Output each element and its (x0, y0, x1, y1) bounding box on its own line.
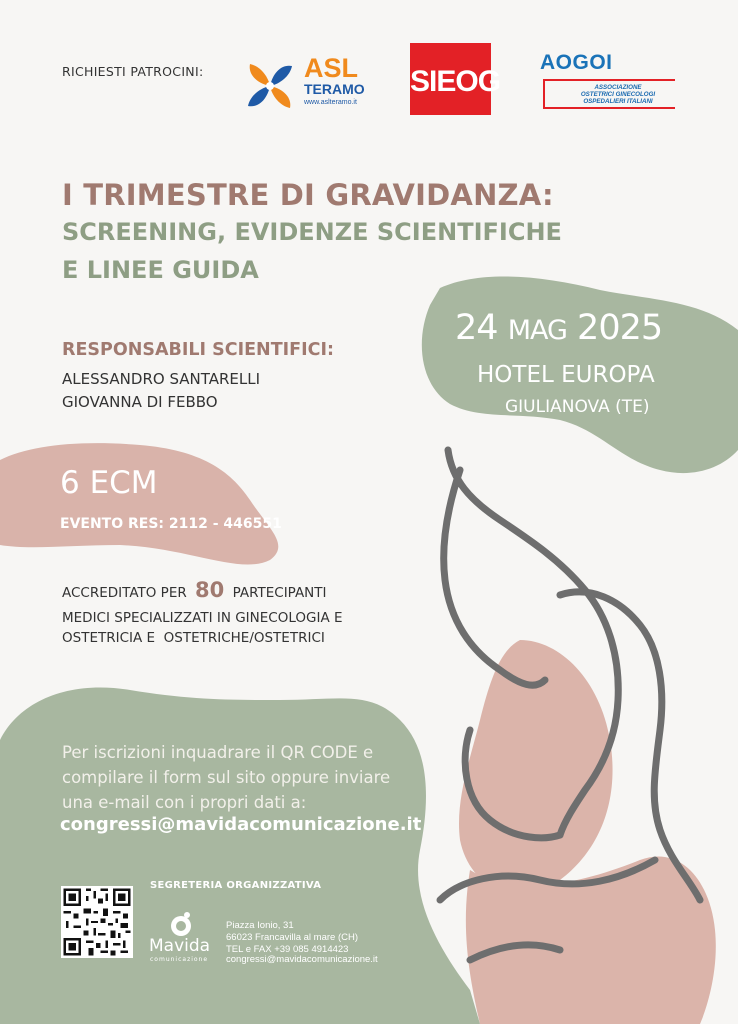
mavida-brand-sub: comunicazione (150, 956, 209, 963)
aogoi-title: AOGOI (540, 51, 613, 74)
event-date (455, 308, 662, 348)
mavida-brand: Mavida (149, 936, 211, 956)
asl-subtitle: TERAMO (304, 81, 365, 97)
asl-title: ASL (304, 53, 358, 83)
phone-line: TEL e FAX +39 085 4914423 (226, 944, 349, 955)
registration-text-line: compilare il form sul sito oppure inviare (62, 768, 391, 787)
mavida-logo-icon (168, 910, 194, 938)
aogoi-subtitle-line: OSPEDALIERI ITALIANI (583, 98, 653, 105)
responsabile-name: ALESSANDRO SANTARELLI (62, 370, 261, 388)
asl-url: www.aslteramo.it (304, 99, 357, 106)
event-year: 2025 (577, 308, 663, 348)
belly-shape (459, 640, 613, 894)
ecm-credits: 6 ECM (60, 465, 158, 501)
responsabile-name: GIOVANNA DI FEBBO (62, 393, 218, 411)
registration-text-line: Per iscrizioni inquadrare il QR CODE e (62, 743, 374, 762)
responsabili-heading: RESPONSABILI SCIENTIFICI: (62, 340, 334, 360)
registration-text-line: una e-mail con i propri dati a: (62, 793, 307, 812)
address-line: Piazza Ionio, 31 (226, 920, 294, 931)
address-line: 66023 Francavilla al mare (CH) (226, 932, 358, 943)
title-line-1: I TRIMESTRE DI GRAVIDANZA: (62, 178, 554, 212)
accreditation-prefix: ACCREDITATO PER (62, 585, 187, 601)
ecm-res-code: EVENTO RES: 2112 - 446551 (60, 516, 282, 532)
title-line-2: SCREENING, EVIDENZE SCIENTIFICHE (62, 218, 562, 246)
qr-code[interactable] (61, 886, 133, 958)
participants-count: 80 (195, 578, 225, 602)
sage-blob-bottom (0, 687, 480, 1024)
aogoi-subtitle-line: OSTETRICI GINECOLOGI (580, 91, 656, 98)
sieog-logo: SIEOG (410, 43, 491, 115)
accreditation-line-1 (62, 578, 327, 602)
event-venue: HOTEL EUROPA (477, 362, 655, 388)
registration-email-link[interactable]: congressi@mavidacomunicazione.it (60, 814, 422, 835)
title-line-3: E LINEE GUIDA (62, 256, 259, 284)
accreditation-suffix: PARTECIPANTI (232, 585, 327, 601)
aogoi-subtitle-line: ASSOCIAZIONE (594, 84, 642, 91)
accreditation-line-3: OSTETRICIA E OSTETRICHE/OSTETRICI (62, 630, 325, 646)
aogoi-subtitle (562, 84, 674, 105)
segreteria-heading: SEGRETERIA ORGANIZZATIVA (150, 880, 322, 891)
footer-email-link[interactable]: congressi@mavidacomunicazione.it (226, 954, 378, 965)
event-city: GIULIANOVA (TE) (505, 397, 650, 417)
accreditation-line-2: MEDICI SPECIALIZZATI IN GINECOLOGIA E (62, 610, 343, 626)
patrocini-label: RICHIESTI PATROCINI: (62, 64, 204, 79)
event-month: MAG (507, 315, 567, 346)
rose-blob-ecm (0, 443, 278, 564)
event-day: 24 (455, 308, 498, 348)
